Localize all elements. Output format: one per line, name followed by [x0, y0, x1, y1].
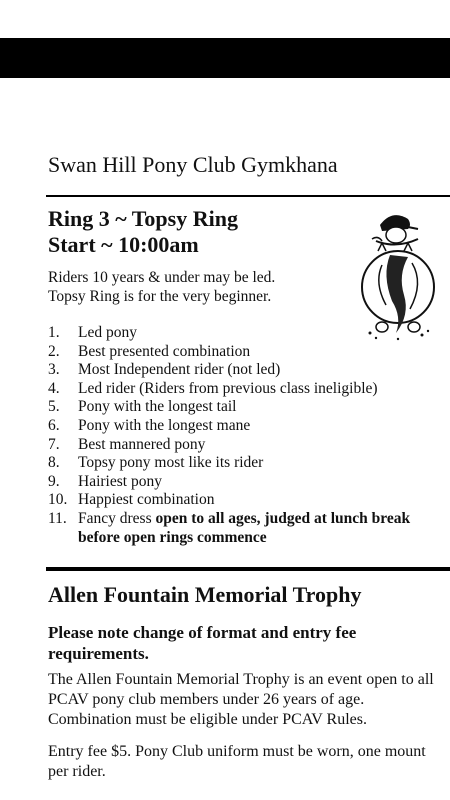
class-number: 6. — [48, 416, 60, 434]
list-item-class — [48, 361, 448, 380]
list-item-class — [48, 454, 448, 473]
trophy-title: Allen Fountain Memorial Trophy — [48, 582, 362, 607]
class-number: 2. — [48, 342, 60, 360]
section-divider — [46, 195, 450, 197]
ring-heading — [48, 206, 238, 258]
class-text: Happiest combination — [78, 491, 215, 509]
class-number: 9. — [48, 472, 60, 490]
class-number: 7. — [48, 435, 60, 453]
class-number: 5. — [48, 398, 60, 416]
class-number: 4. — [48, 379, 60, 397]
list-item-class — [48, 343, 448, 362]
class-text: Pony with the longest tail — [78, 398, 237, 416]
class-number: 3. — [48, 361, 60, 379]
class-text-normal: Fancy dress — [78, 509, 156, 527]
class-text: Led rider (Riders from previous class ineligible) — [78, 379, 378, 397]
list-item-class — [48, 398, 448, 417]
list-item-class — [48, 417, 448, 436]
class-text: Topsy pony most like its rider — [78, 454, 264, 472]
class-text: Most Independent rider (not led) — [78, 361, 281, 379]
class-text-bold: open to all ages, judged at lunch break before open rings commence — [78, 509, 411, 546]
document-title: Swan Hill Pony Club Gymkhana — [48, 152, 338, 177]
class-number: 1. — [48, 324, 60, 341]
class-list — [48, 324, 448, 547]
pony-rider-illustration — [352, 205, 442, 343]
list-item-class-11 — [48, 510, 448, 547]
list-item-class — [48, 436, 448, 455]
class-number: 10. — [48, 491, 68, 509]
class-text: Hairiest pony — [78, 472, 162, 490]
list-item-class — [48, 380, 448, 399]
list-item-class — [48, 473, 448, 492]
class-text: Best mannered pony — [78, 435, 206, 453]
list-item-class — [48, 491, 448, 510]
top-black-bar — [0, 38, 450, 78]
class-number: 8. — [48, 454, 60, 472]
list-item-class — [48, 324, 448, 343]
trophy-paragraph: The Allen Fountain Memorial Trophy is an event open to all PCAV pony club members under 26 years of age. Combination must be eligible under PCAV Rules. — [48, 671, 434, 728]
trophy-paragraph: Entry fee $5. Pony Club uniform must be worn, one mount per rider. — [48, 743, 426, 780]
section-divider-thick — [46, 567, 450, 571]
class-text: Best presented combination — [78, 342, 251, 360]
ring-title: Ring 3 ~ Topsy Ring — [48, 206, 238, 231]
class-text: Led pony — [78, 324, 137, 341]
class-text: Pony with the longest mane — [78, 416, 251, 434]
class-text — [78, 510, 448, 547]
trophy-notice: Please note change of format and entry fee requirements. — [48, 623, 357, 663]
ring-start-time: Start ~ 10:00am — [48, 232, 199, 257]
ring-note — [48, 268, 275, 306]
ring-note-line: Riders 10 years & under may be led. — [48, 269, 276, 286]
ring-note-line: Topsy Ring is for the very beginner. — [48, 288, 272, 305]
class-number: 11. — [48, 509, 67, 527]
